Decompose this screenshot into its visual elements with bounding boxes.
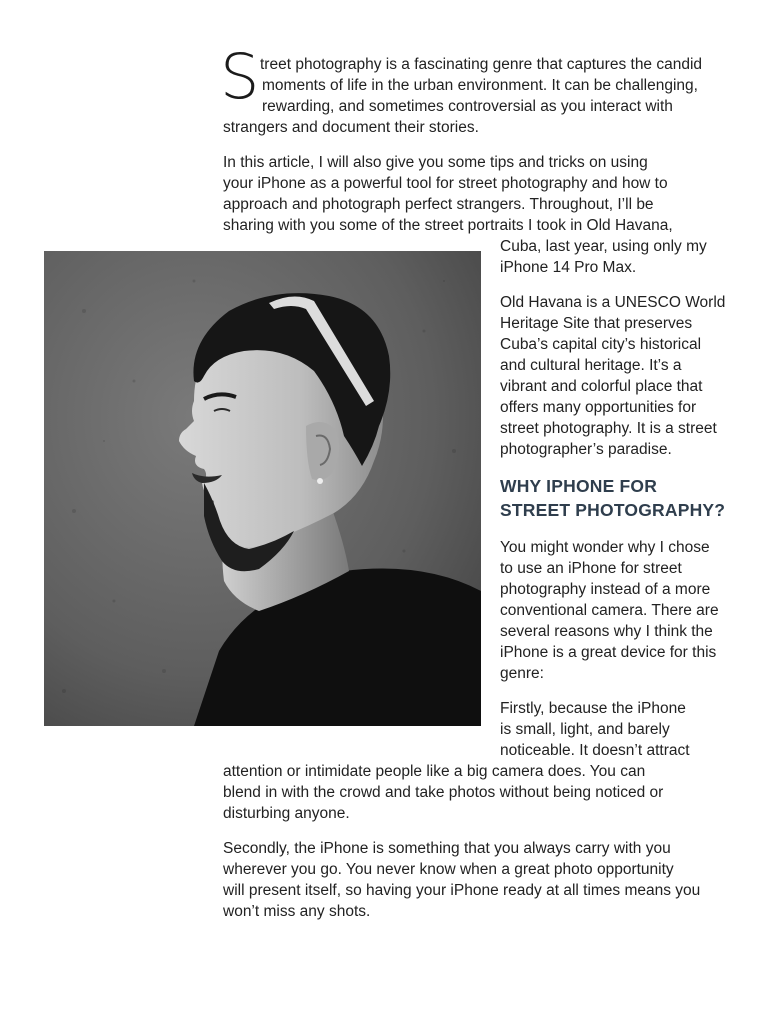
paragraph4-line-5: several reasons why I think the <box>500 623 713 640</box>
paragraph3-line-3: Cuba’s capital city’s historical <box>500 336 702 353</box>
paragraph4-line-2: to use an iPhone for street <box>500 560 682 577</box>
intro-line-3: rewarding, and sometimes controversial as you interact with <box>262 98 673 115</box>
paragraph6-line-4: won’t miss any shots. <box>223 903 371 920</box>
paragraph6-line-3: will present itself, so having your iPhone ready at all times means you <box>223 882 701 899</box>
paragraph5-line-6: disturbing anyone. <box>223 805 350 822</box>
paragraph3-line-6: offers many opportunities for <box>500 399 697 416</box>
paragraph4-line-4: conventional camera. There are <box>500 602 719 619</box>
paragraph4-line-6: iPhone is a great device for this <box>500 644 717 661</box>
paragraph3-line-5: vibrant and colorful place that <box>500 378 703 395</box>
paragraph5-line-5: blend in with the crowd and take photos without being noticed or <box>223 784 664 801</box>
paragraph6-line-2: wherever you go. You never know when a great photo opportunity <box>223 861 674 878</box>
paragraph5-line-2: is small, light, and barely <box>500 721 670 738</box>
portrait-illustration <box>44 251 481 726</box>
paragraph4-line-7: genre: <box>500 665 544 682</box>
section-heading-line-1: WHY IPHONE FOR <box>500 476 658 496</box>
paragraph5-line-4: attention or intimidate people like a big camera does. You can <box>223 763 646 780</box>
paragraph3-line-8: photographer’s paradise. <box>500 441 672 458</box>
paragraph2-line-6: iPhone 14 Pro Max. <box>500 259 637 276</box>
intro-line-2: moments of life in the urban environment. It can be challenging, <box>262 77 698 94</box>
paragraph6-line-1: Secondly, the iPhone is something that you always carry with you <box>223 840 671 857</box>
paragraph2-line-2: your iPhone as a powerful tool for street photography and how to <box>223 175 668 192</box>
paragraph2-line-1: In this article, I will also give you some tips and tricks on using <box>223 154 648 171</box>
paragraph4-line-3: photography instead of a more <box>500 581 711 598</box>
paragraph2-line-3: approach and photograph perfect strangers. Throughout, I’ll be <box>223 196 654 213</box>
intro-line-1: treet photography is a fascinating genre that captures the candid <box>260 56 703 73</box>
section-heading-line-2: STREET PHOTOGRAPHY? <box>500 500 726 520</box>
paragraph3-line-1: Old Havana is a UNESCO World <box>500 294 726 311</box>
paragraph2-line-5: Cuba, last year, using only my <box>500 238 707 255</box>
paragraph3-line-7: street photography. It is a street <box>500 420 717 437</box>
paragraph3-line-4: and cultural heritage. It’s a <box>500 357 682 374</box>
paragraph3-line-2: Heritage Site that preserves <box>500 315 693 332</box>
intro-line-4: strangers and document their stories. <box>223 119 479 136</box>
portrait-photo <box>44 251 481 726</box>
paragraph5-line-3: noticeable. It doesn’t attract <box>500 742 690 759</box>
paragraph2-line-4: sharing with you some of the street portraits I took in Old Havana, <box>223 217 673 234</box>
drop-cap: S <box>220 40 260 113</box>
paragraph5-line-1: Firstly, because the iPhone <box>500 700 686 717</box>
paragraph4-line-1: You might wonder why I chose <box>500 539 710 556</box>
